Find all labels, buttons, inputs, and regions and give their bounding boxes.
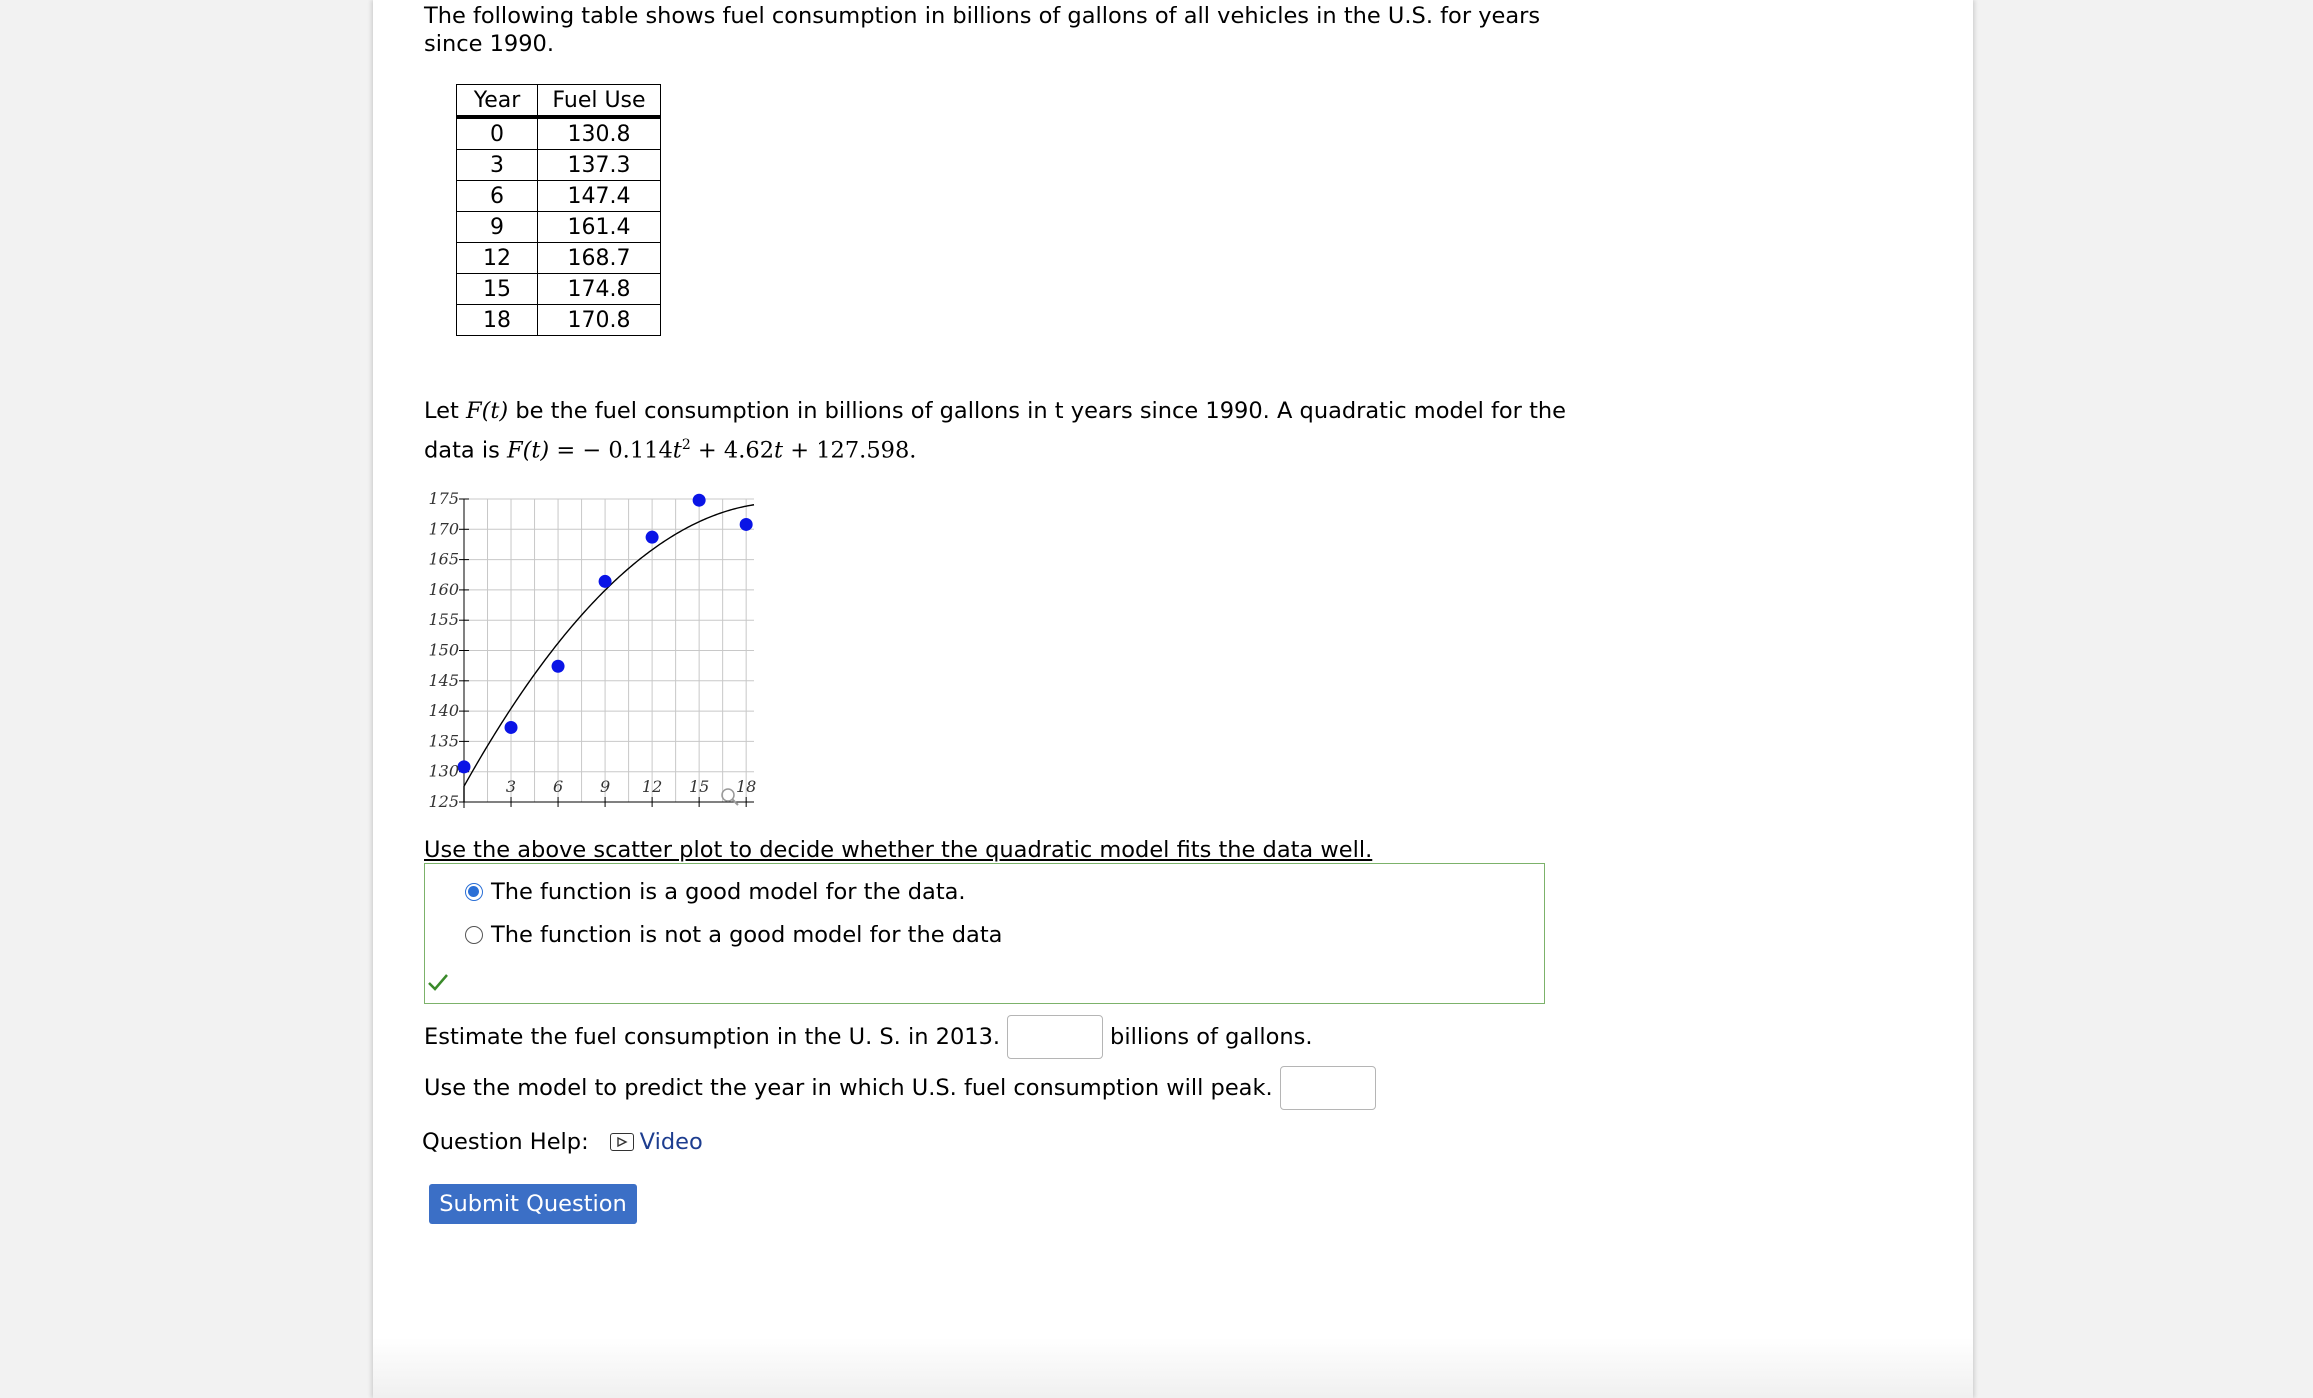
plot-curve-layer [464,505,757,802]
radio-not-good-model[interactable] [465,926,483,944]
data-point [740,518,753,531]
model-exponent: 2 [681,437,691,453]
table-row [457,117,661,150]
submit-question-button[interactable]: Submit Question [429,1184,637,1224]
model-text-1: Let [424,398,466,424]
table-cell-year: 6 [457,181,538,212]
table-cell-year: 15 [457,274,538,305]
table-row [457,243,661,274]
x-tick-label: 15 [688,777,710,796]
fuel-table [456,84,661,336]
data-point [693,494,706,507]
plot-axes [459,499,757,808]
table-cell-fuel: 137.3 [538,150,661,181]
video-link[interactable] [610,1128,703,1156]
table-cell-fuel: 161.4 [538,212,661,243]
table-cell-year: 18 [457,305,538,336]
video-link-label: Video [639,1129,703,1155]
model-statement [424,394,1584,468]
question-page [373,0,1973,1398]
fuel-2013-input[interactable] [1007,1015,1103,1059]
model-term-a: − 0.114 [582,437,673,464]
question-3 [424,1066,1383,1110]
model-var-t-2: t [774,437,784,464]
table-header-fuel-use: Fuel Use [538,85,661,118]
x-tick-label: 6 [552,777,564,796]
radio-good-model[interactable] [465,883,483,901]
table-cell-fuel: 130.8 [538,117,661,150]
table-cell-year: 0 [457,117,538,150]
intro-text: The following table shows fuel consumption in billions of gallons of all vehicles in the U.S. for years since 1990. [424,3,1541,57]
table-cell-fuel: 168.7 [538,243,661,274]
data-point [599,575,612,588]
model-term-b: + 4.62 [690,437,775,464]
x-tick-label: 12 [641,777,663,796]
y-tick-label: 175 [428,489,459,508]
checkmark-icon [427,972,449,992]
data-point [646,531,659,544]
model-function-name-2: F(t) [506,437,550,464]
question-3-text: Use the model to predict the year in which U.S. fuel consumption will peak. [424,1075,1273,1101]
video-play-icon [610,1133,634,1151]
x-tick-label: 9 [599,777,611,796]
table-cell-fuel: 147.4 [538,181,661,212]
table-cell-fuel: 170.8 [538,305,661,336]
question-1-text: Use the above scatter plot to decide whether the quadratic model fits the data well. [424,837,1373,863]
data-point [458,760,471,773]
model-var-t: t [672,437,682,464]
plot-grid [464,499,757,802]
y-tick-label: 155 [428,610,459,630]
y-tick-label: 150 [428,640,459,660]
x-tick-label: 18 [735,777,757,796]
y-tick-label: 170 [428,519,459,539]
model-function-name: F(t) [465,398,509,424]
question-2-unit: billions of gallons. [1110,1024,1313,1050]
table-row [457,181,661,212]
data-point [505,721,518,734]
x-tick-label: 3 [505,777,517,796]
quadratic-model-curve [464,505,757,802]
y-tick-label: 165 [428,549,459,569]
question-help [422,1128,703,1156]
table-row [457,150,661,181]
peak-year-input[interactable] [1280,1066,1376,1110]
table-header-year: Year [457,85,538,118]
y-tick-label: 130 [428,761,459,781]
table-header-row [457,85,661,118]
table-cell-fuel: 174.8 [538,274,661,305]
choice-box [424,863,1545,1004]
data-point [552,660,565,673]
table-row [457,212,661,243]
table-row [457,305,661,336]
table-cell-year: 3 [457,150,538,181]
question-help-label: Question Help: [422,1129,589,1155]
model-equals: = [549,437,583,464]
choice-not-good-model[interactable] [465,922,1002,948]
y-tick-label: 140 [428,701,459,721]
choice-not-good-model-label: The function is not a good model for the data [491,922,1003,948]
table-cell-year: 12 [457,243,538,274]
y-tick-label: 125 [428,792,459,811]
model-term-c: + 127.598. [783,437,917,464]
y-tick-label: 135 [428,731,459,751]
y-tick-label: 145 [428,670,459,690]
page-bottom-fade [373,1338,1973,1398]
table-row [457,274,661,305]
model-text-2: be the fuel consumption in billions of gallons in t years since 1990. A quadratic model for the data is [424,398,1567,464]
table-cell-year: 9 [457,212,538,243]
question-2 [424,1015,1313,1059]
scatter-plot[interactable] [424,484,757,814]
choice-good-model-label: The function is a good model for the data. [491,879,966,905]
question-2-text: Estimate the fuel consumption in the U. S. in 2013. [424,1024,1001,1050]
choice-good-model[interactable] [465,879,966,905]
y-tick-label: 160 [428,579,459,599]
